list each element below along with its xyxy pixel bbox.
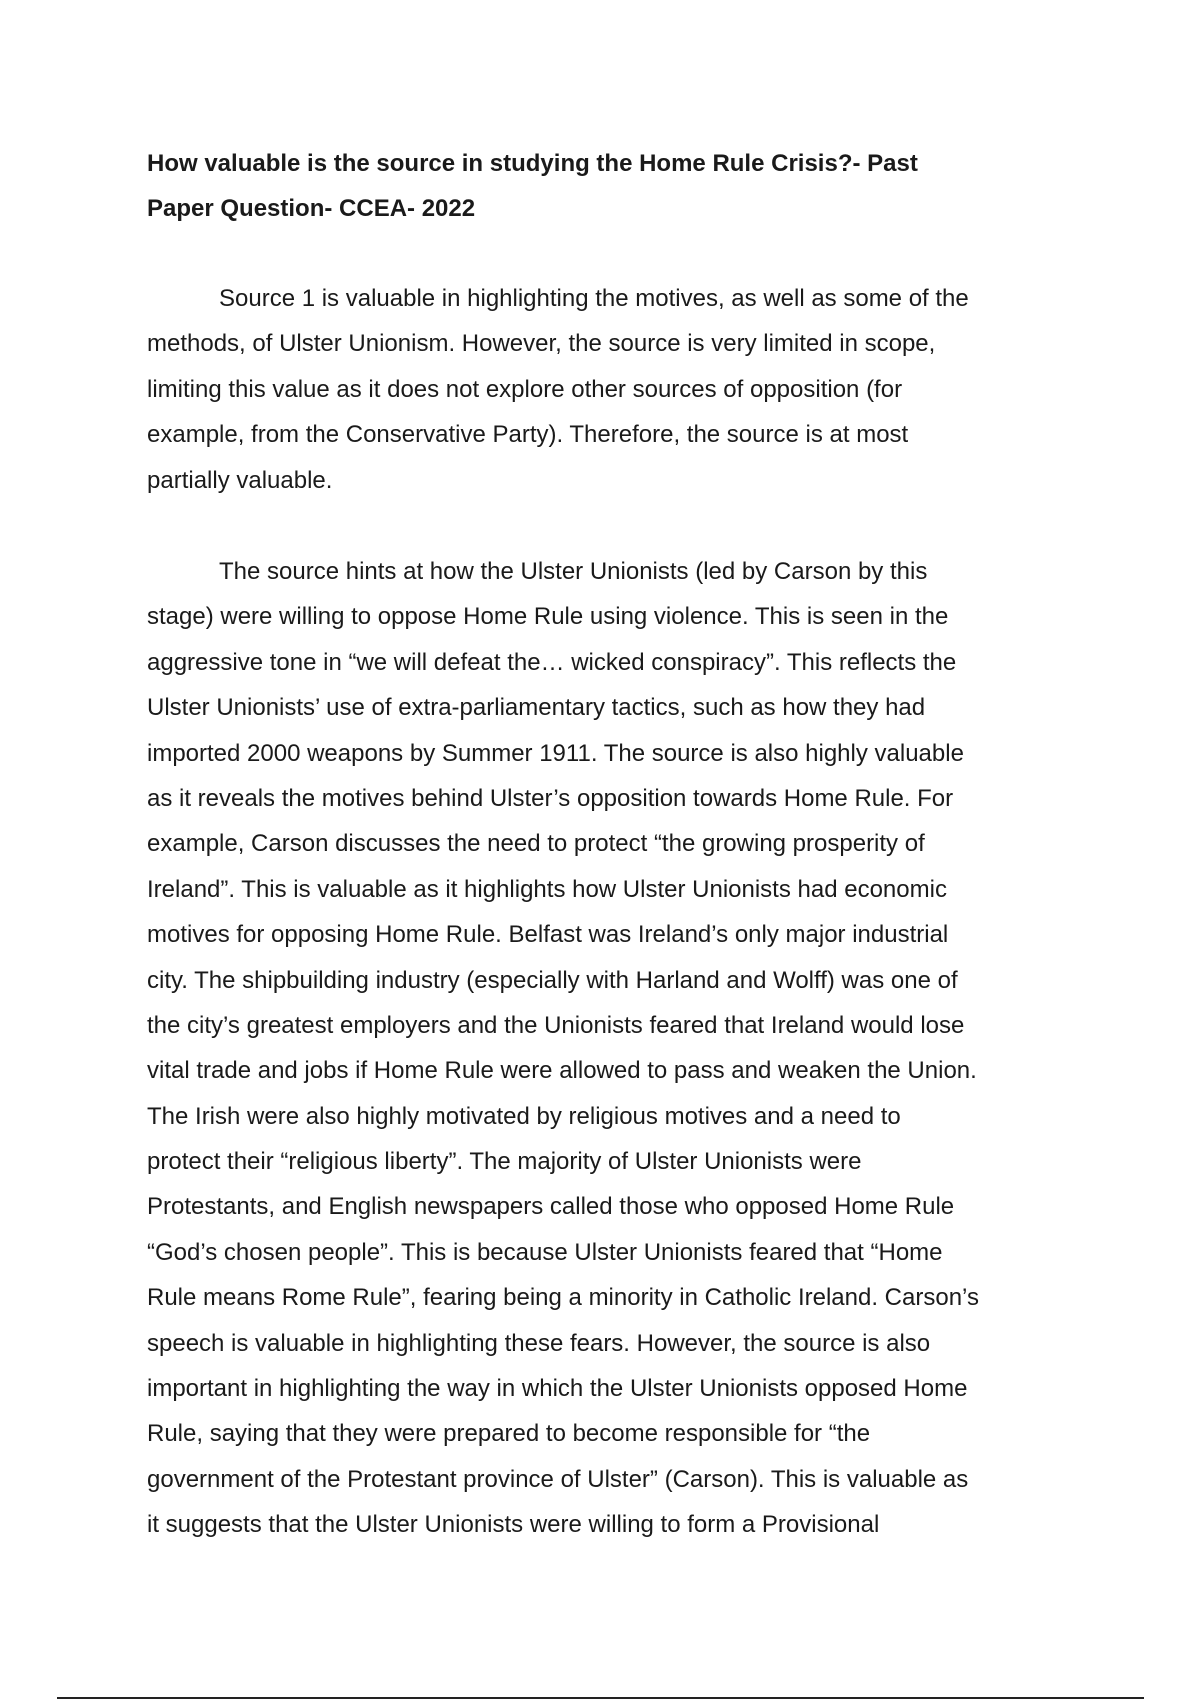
paragraph-line: example, from the Conservative Party). Therefore, the source is at most [147,421,909,449]
page-bottom-rule [57,1697,1144,1699]
paragraph-line: government of the Protestant province of Ulster” (Carson). This is valuable as [147,1465,969,1493]
paragraph-line: stage) were willing to oppose Home Rule using violence. This is seen in the [147,603,949,631]
document-title [147,141,1067,231]
paragraph-line: methods, of Ulster Unionism. However, the source is very limited in scope, [147,330,936,358]
paragraph-line: aggressive tone in “we will defeat the… wicked conspiracy”. This reflects the [147,648,957,676]
paragraph-line: The source hints at how the Ulster Unionists (led by Carson by this [219,558,928,585]
paragraph-line: as it reveals the motives behind Ulster’s opposition towards Home Rule. For [147,784,954,812]
paragraph-line: Ireland”. This is valuable as it highlights how Ulster Unionists had economic [147,875,947,903]
paragraph-line: partially valuable. [147,466,333,494]
paragraph-analysis [147,549,1087,1548]
paragraph-line: motives for opposing Home Rule. Belfast was Ireland’s only major industrial [147,921,949,949]
title-line: How valuable is the source in studying the Home Rule Crisis?- Past [147,150,918,177]
paragraph-line: city. The shipbuilding industry (especially with Harland and Wolff) was one of [147,966,958,994]
paragraph-line: Protestants, and English newspapers called those who opposed Home Rule [147,1193,955,1221]
paragraph-line: Rule, saying that they were prepared to become responsible for “the [147,1420,871,1448]
paragraph-line: Ulster Unionists’ use of extra-parliamentary tactics, such as how they had [147,694,926,722]
paragraph-line: imported 2000 weapons by Summer 1911. The source is also highly valuable [147,739,964,767]
paragraph-line: it suggests that the Ulster Unionists were willing to form a Provisional [147,1511,880,1539]
paragraph-intro [147,276,1087,503]
paragraph-line: important in highlighting the way in which the Ulster Unionists opposed Home [147,1375,968,1403]
paragraph-line: The Irish were also highly motivated by religious motives and a need to [147,1102,901,1130]
paragraph-line: “God’s chosen people”. This is because Ulster Unionists feared that “Home [147,1238,943,1266]
paragraph-line: Source 1 is valuable in highlighting the motives, as well as some of the [219,285,969,312]
paragraph-line: limiting this value as it does not explore other sources of opposition (for [147,375,903,403]
paragraph-line: speech is valuable in highlighting these fears. However, the source is also [147,1329,931,1357]
paragraph-line: example, Carson discusses the need to protect “the growing prosperity of [147,830,925,858]
paragraph-line: protect their “religious liberty”. The majority of Ulster Unionists were [147,1148,862,1176]
title-line: Paper Question- CCEA- 2022 [147,195,476,222]
paragraph-line: the city’s greatest employers and the Unionists feared that Ireland would lose [147,1011,965,1039]
paragraph-line: Rule means Rome Rule”, fearing being a minority in Catholic Ireland. Carson’s [147,1284,979,1312]
paragraph-line: vital trade and jobs if Home Rule were allowed to pass and weaken the Union. [147,1057,977,1085]
